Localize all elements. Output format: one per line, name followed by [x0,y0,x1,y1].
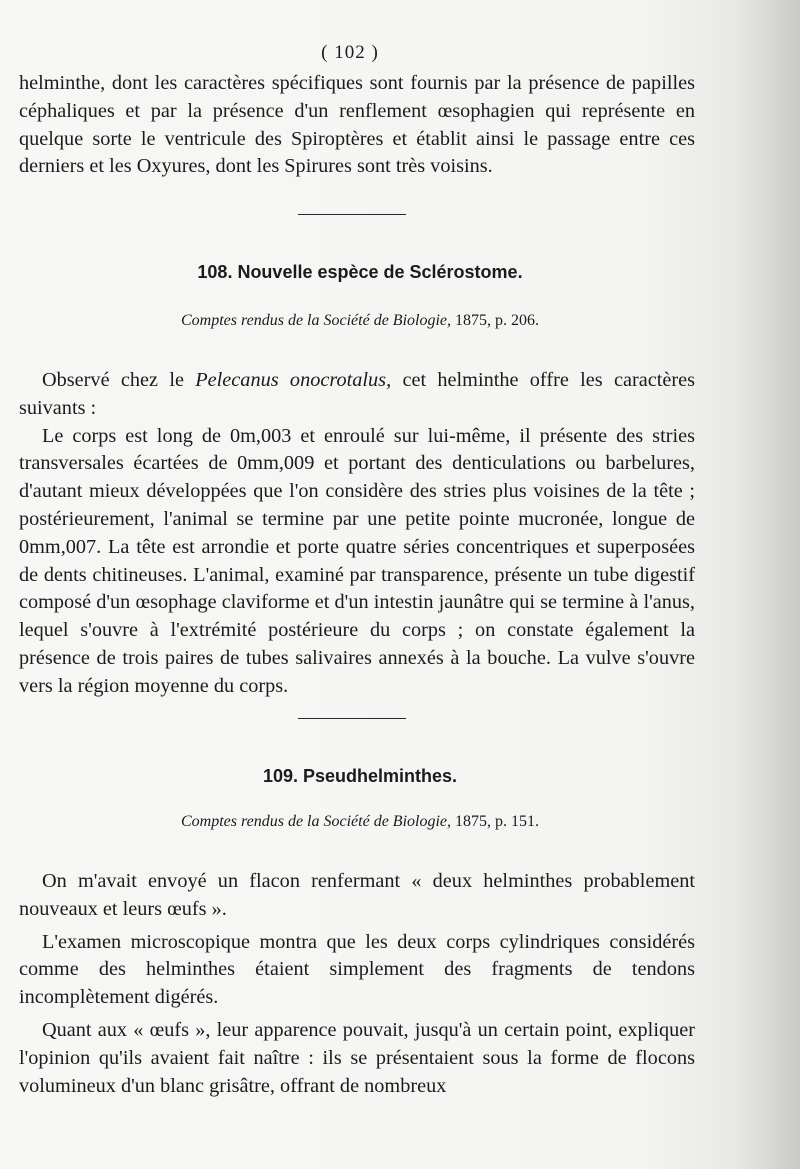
intro-paragraph: helminthe, dont les caractères spécifiques sont fournis par la présence de papilles céphaliques et par la présence d'un renflement œsophagien qui représente en quelque sorte le ventricule des Spiroptères et établit ainsi le passage entre ces derniers et les Oxyures, dont les Spirures sont très voisins. [19,72,695,178]
intro-paragraph-block [19,70,695,181]
section-109-paragraph-1: On m'avait envoyé un flacon renfermant « deux helminthes probablement nouveaux et leurs œufs ». [19,870,695,920]
section-108-citation-details: 1875, p. 206. [455,312,539,329]
section-108-citation [0,312,720,330]
page-number: ( 102 ) [321,42,379,63]
section-108-para1-prefix: Observé chez le [42,369,184,391]
section-109-paragraph-2: L'examen microscopique montra que les deux corps cylindriques considérés comme des helminthes étaient simplement des fragments de tendons incomplètement digérés. [19,930,695,1009]
section-108-body [19,367,695,701]
section-divider [298,214,406,215]
section-109-body [19,868,695,1100]
section-108-heading: 108. Nouvelle espèce de Sclérostome. [197,262,523,282]
section-109-paragraph-3: Quant aux « œufs », leur apparence pouvait, jusqu'à un certain point, expliquer l'opinion qu'ils avaient fait naître : ils se présentaient sous la forme de flocons volumineux d'un blanc grisâtre, offrant de nombreux [19,1018,695,1097]
section-divider [298,718,406,719]
section-108-species-name: Pelecanus onocrotalus, [195,369,392,391]
section-109-heading: 109. Pseudhelminthes. [262,766,458,786]
section-108-paragraph-2: Le corps est long de 0m,003 et enroulé sur lui-même, il présente des stries transversales écartées de 0mm,009 et portant des denticulations ou barbelures, d'autant mieux développées que l'on considère des stries plus voisines de la tête ; postérieurement, l'animal se termine par une petite pointe mucronée, longue de 0mm,007. La tête est arrondie et porte quatre séries concentriques et superposées de dents chitineuses. L'animal, examiné par transparence, présente un tube digestif composé d'un œsophage claviforme et d'un intestin jaunâtre qui se termine à l'anus, lequel s'ouvre à l'extrémité postérieure du corps ; on constate également la présence de trois paires de tubes salivaires annexés à la bouche. La vulve s'ouvre vers la région moyenne du corps. [19,424,695,697]
section-109-citation [0,813,720,831]
section-109-citation-journal: Comptes rendus de la Société de Biologie, [180,813,451,830]
section-108-para1-suffix: cet helminthe offre les caractères suivants : [19,369,695,419]
section-108-citation-journal: Comptes rendus de la Société de Biologie, [180,312,451,329]
section-109-citation-details: 1875, p. 151. [455,813,539,830]
section-108-paragraph-1 [19,367,695,423]
